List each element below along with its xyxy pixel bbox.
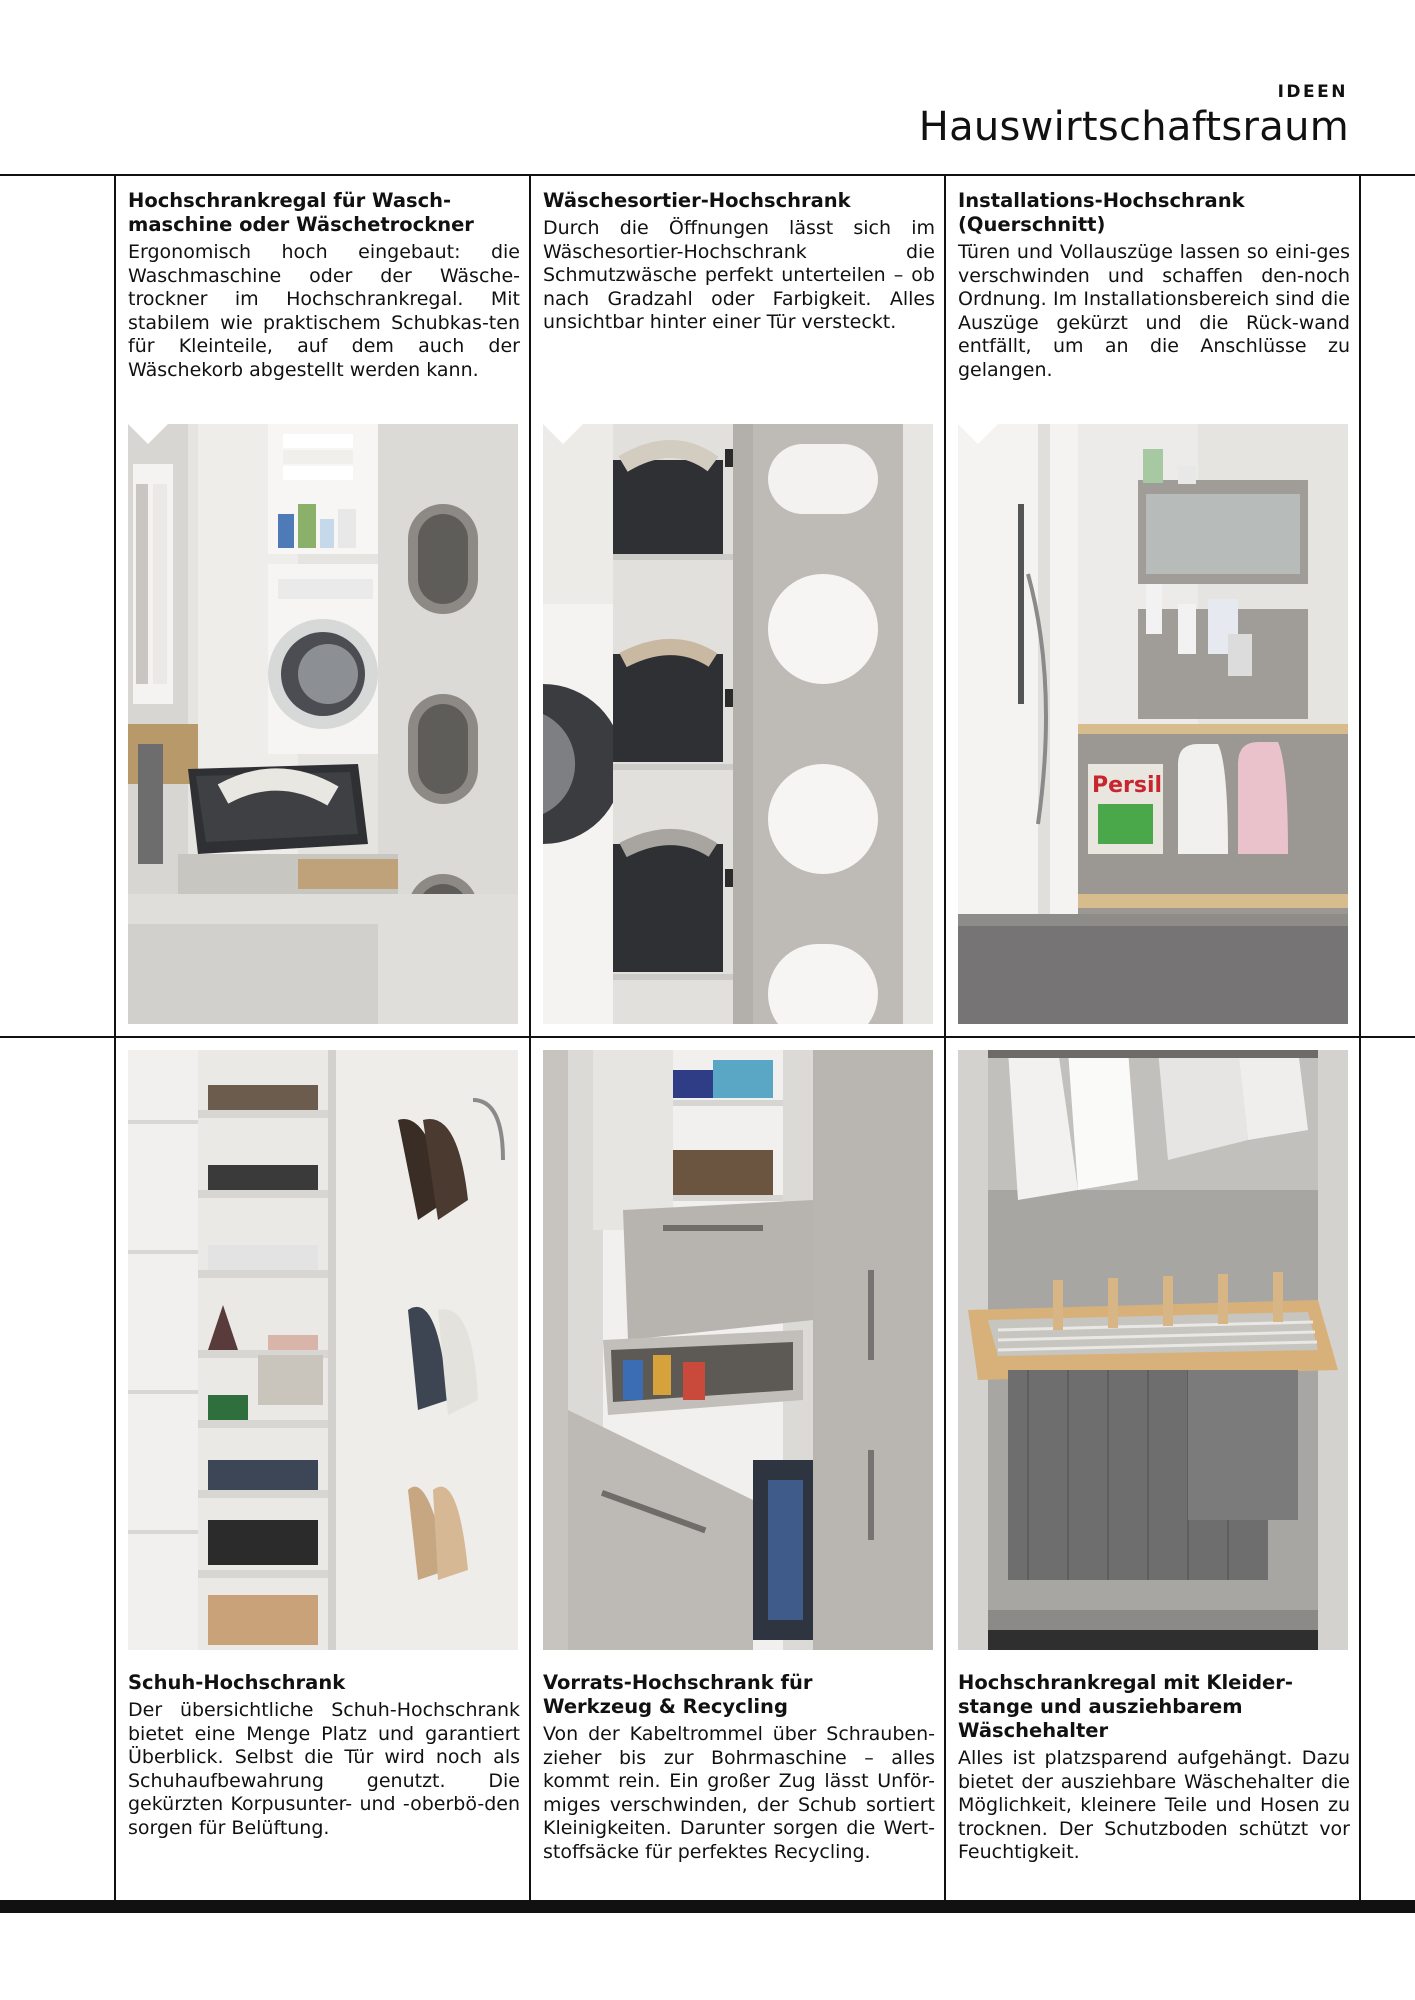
- card-heading: Installations-Hochschrank (Querschnitt): [958, 189, 1245, 236]
- card-heading: Wäschesortier-Hochschrank: [543, 189, 851, 212]
- middle-divider: [0, 1036, 1415, 1038]
- column-divider: [1359, 174, 1361, 1900]
- column-divider: [529, 174, 531, 1900]
- bottom-bar: [0, 1900, 1415, 1913]
- card-shoe-cabinet: [128, 1671, 520, 1840]
- card-body: Durch die Öffnungen lässt sich im Wäschesortier-Hochschrank die Schmutzwäsche perfekt unterteilen – ob nach Gradzahl oder Farbigkeit. Alles unsichtbar hinter einer Tür versteckt.: [543, 217, 935, 333]
- column-divider: [944, 174, 946, 1900]
- card-body: Der übersichtliche Schuh-Hochschrank bietet eine Menge Platz und garantiert Überblick. Selbst die Tür wird noch als Schuhaufbewahrung genutzt. Die gekürzten Korpusunter- und -oberbö-den sorgen für Belüftung.: [128, 1699, 520, 1839]
- card-washer-shelf: [128, 189, 520, 382]
- photo-notch: [543, 424, 583, 444]
- photo-storage-cabinet: [543, 1050, 933, 1650]
- persil-label: Persil: [1092, 773, 1163, 798]
- card-laundry-sorter: [543, 189, 935, 335]
- photo-notch: [128, 424, 168, 444]
- photo-installation: [958, 424, 1348, 1024]
- photo-notch: [958, 424, 998, 444]
- card-heading: Schuh-Hochschrank: [128, 1671, 346, 1694]
- top-divider: [0, 174, 1415, 176]
- card-heading: Hochschrankregal für Wasch- maschine oder Wäschetrockner: [128, 189, 474, 236]
- card-body: Ergonomisch hoch eingebaut: die Waschmaschine oder der Wäsche-trockner im Hochschrankregal. Mit stabilem wie praktischem Schubkas-ten für Kleinteile, auf dem auch der Wäschekorb abgestellt werden kann.: [128, 241, 520, 381]
- photo-drying-rack: [958, 1050, 1348, 1650]
- column-divider: [114, 174, 116, 1900]
- card-heading: Vorrats-Hochschrank für Werkzeug & Recycling: [543, 1671, 813, 1718]
- card-storage-cabinet: [543, 1671, 935, 1864]
- card-heading: Hochschrankregal mit Kleider- stange und ausziehbarem Wäschehalter: [958, 1671, 1293, 1742]
- card-body: Von der Kabeltrommel über Schrauben-zieher bis zur Bohrmaschine – alles kommt rein. Ein großer Zug lässt Unför-miges verschwinden, der Schub sortiert Kleinigkeiten. Darunter sorgen die Wert-stoffsäcke für perfektes Recycling.: [543, 1723, 935, 1863]
- photo-laundry-sorter: [543, 424, 933, 1024]
- photo-shoe-cabinet: [128, 1050, 518, 1650]
- card-drying-rack: [958, 1671, 1350, 1865]
- card-body: Alles ist platzsparend aufgehängt. Dazu bietet der ausziehbare Wäschehalter die Möglichkeit, kleinere Teile und Hosen zu trocknen. Der Schutzboden schützt vor Feuchtigkeit.: [958, 1747, 1350, 1863]
- section-kicker: IDEEN: [1277, 82, 1348, 102]
- photo-washer-shelf: [128, 424, 518, 1024]
- card-body: Türen und Vollauszüge lassen so eini-ges verschwinden und schaffen den-noch Ordnung. Im Installationsbereich sind die Auszüge gekürzt und die Rück-wand entfällt, um an die Anschlüsse zu gelangen.: [958, 241, 1350, 381]
- card-installation: [958, 189, 1350, 382]
- page-title: Hauswirtschaftsraum: [918, 104, 1349, 150]
